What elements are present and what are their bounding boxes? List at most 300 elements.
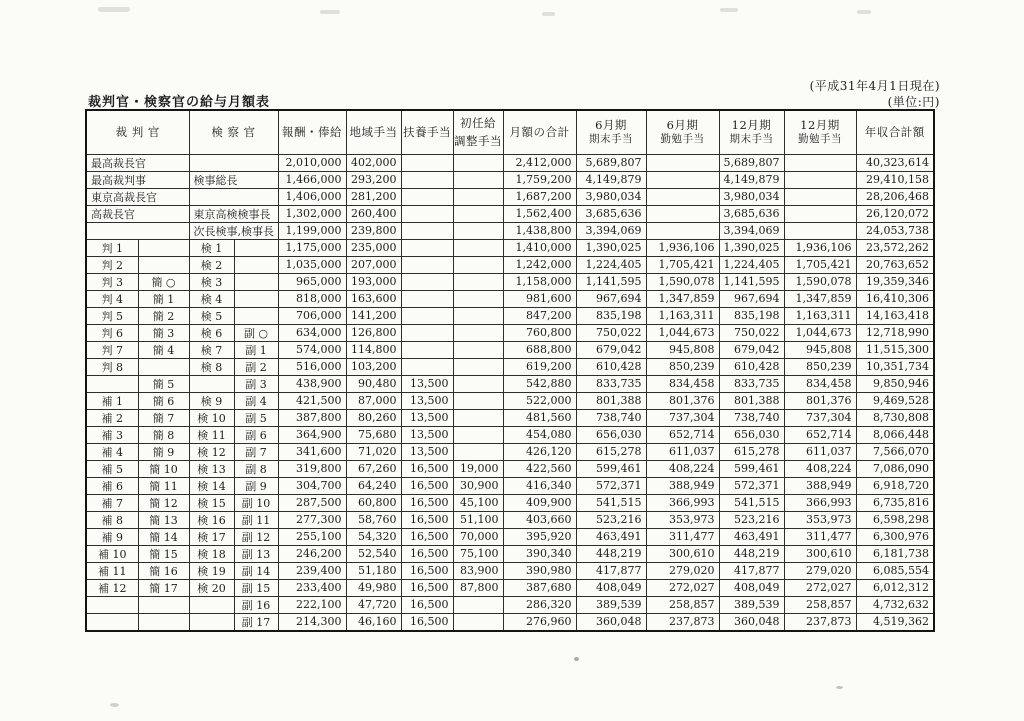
summary-court-judge-cell (138, 239, 189, 256)
header-row (86, 110, 934, 154)
summary-court-judge-cell: 簡 3 (138, 324, 189, 341)
scan-speck (836, 686, 843, 689)
judge-rank-cell: 補 12 (86, 579, 138, 596)
dec-diligence-cell: 945,808 (784, 341, 856, 358)
regional-allowance-cell: 402,000 (346, 154, 401, 171)
dec-term-end-cell: 656,030 (719, 426, 784, 443)
monthly-total-cell: 981,600 (503, 290, 576, 307)
june-term-end-cell: 408,049 (576, 579, 646, 596)
judge-rank-cell: 判 8 (86, 358, 138, 375)
judge-rank-cell: 判 5 (86, 307, 138, 324)
dec-diligence-cell: 1,590,078 (784, 273, 856, 290)
june-term-end-cell: 679,042 (576, 341, 646, 358)
dec-term-end-cell: 3,685,636 (719, 205, 784, 222)
dependent-allowance-cell: 16,500 (401, 579, 453, 596)
dec-term-end-cell: 801,388 (719, 392, 784, 409)
regional-allowance-cell: 51,180 (346, 562, 401, 579)
dec-diligence-cell: 300,610 (784, 545, 856, 562)
prosecutor-rank-cell: 検 1 (189, 239, 234, 256)
dec-term-end-cell: 1,390,025 (719, 239, 784, 256)
june-term-end-cell: 360,048 (576, 613, 646, 631)
initial-adjustment-cell (453, 256, 503, 273)
dependent-allowance-cell (401, 239, 453, 256)
assistant-prosecutor-cell: 副 4 (234, 392, 278, 409)
initial-adjustment-cell: 75,100 (453, 545, 503, 562)
col-header-prosecutor: 検 察 官 (189, 110, 278, 154)
judge-rank-cell: 判 7 (86, 341, 138, 358)
col-header-annual-total: 年収合計額 (856, 110, 934, 154)
prosecutor-rank-cell (189, 188, 278, 205)
dependent-allowance-cell: 16,500 (401, 528, 453, 545)
initial-adjustment-cell: 30,900 (453, 477, 503, 494)
judge-rank-cell: 補 6 (86, 477, 138, 494)
judge-rank-cell: 補 2 (86, 409, 138, 426)
dec-diligence-cell: 652,714 (784, 426, 856, 443)
assistant-prosecutor-cell: 副 3 (234, 375, 278, 392)
salary-cell: 222,100 (278, 596, 346, 613)
table-row (86, 494, 934, 511)
page-title: 裁判官・検察官の給与月額表 (88, 95, 271, 110)
june-term-end-cell: 572,371 (576, 477, 646, 494)
summary-court-judge-cell: 簡 13 (138, 511, 189, 528)
table-row (86, 358, 934, 375)
annual-total-cell: 6,085,554 (856, 562, 934, 579)
summary-court-judge-cell: 簡 5 (138, 375, 189, 392)
monthly-total-cell: 1,410,000 (503, 239, 576, 256)
june-diligence-cell (646, 188, 719, 205)
judge-rank-cell: 補 5 (86, 460, 138, 477)
dec-term-end-cell: 835,198 (719, 307, 784, 324)
col-header-june-term-end (576, 110, 646, 154)
summary-court-judge-cell: 簡 1 (138, 290, 189, 307)
initial-adjustment-cell (453, 324, 503, 341)
dependent-allowance-cell (401, 256, 453, 273)
header-line: 初任給 (460, 116, 496, 130)
salary-cell: 421,500 (278, 392, 346, 409)
prosecutor-rank-cell: 東京高検検事長 (189, 205, 278, 222)
monthly-total-cell: 1,562,400 (503, 205, 576, 222)
prosecutor-rank-cell: 検 5 (189, 307, 234, 324)
regional-allowance-cell: 47,720 (346, 596, 401, 613)
annual-total-cell: 6,918,720 (856, 477, 934, 494)
initial-adjustment-cell (453, 426, 503, 443)
summary-court-judge-cell: 簡 6 (138, 392, 189, 409)
monthly-total-cell: 387,680 (503, 579, 576, 596)
june-term-end-cell: 5,689,807 (576, 154, 646, 171)
initial-adjustment-cell (453, 154, 503, 171)
table-row (86, 375, 934, 392)
initial-adjustment-cell (453, 392, 503, 409)
june-diligence-cell (646, 154, 719, 171)
judge-rank-cell: 判 2 (86, 256, 138, 273)
dec-term-end-cell: 463,491 (719, 528, 784, 545)
regional-allowance-cell: 58,760 (346, 511, 401, 528)
annual-total-cell: 7,086,090 (856, 460, 934, 477)
initial-adjustment-cell (453, 341, 503, 358)
dependent-allowance-cell (401, 341, 453, 358)
june-diligence-cell: 1,705,421 (646, 256, 719, 273)
dec-diligence-cell: 834,458 (784, 375, 856, 392)
dependent-allowance-cell: 16,500 (401, 477, 453, 494)
dec-diligence-cell: 408,224 (784, 460, 856, 477)
june-diligence-cell: 801,376 (646, 392, 719, 409)
table-row (86, 205, 934, 222)
assistant-prosecutor-cell: 副 6 (234, 426, 278, 443)
dec-diligence-cell: 353,973 (784, 511, 856, 528)
initial-adjustment-cell: 51,100 (453, 511, 503, 528)
june-diligence-cell: 300,610 (646, 545, 719, 562)
assistant-prosecutor-cell (234, 290, 278, 307)
judge-rank-cell: 補 10 (86, 545, 138, 562)
initial-adjustment-cell (453, 222, 503, 239)
regional-allowance-cell: 54,320 (346, 528, 401, 545)
initial-adjustment-cell (453, 358, 503, 375)
annual-total-cell: 6,012,312 (856, 579, 934, 596)
dec-diligence-cell (784, 205, 856, 222)
assistant-prosecutor-cell (234, 307, 278, 324)
monthly-total-cell: 416,340 (503, 477, 576, 494)
prosecutor-rank-cell: 検 6 (189, 324, 234, 341)
june-diligence-cell: 353,973 (646, 511, 719, 528)
dec-term-end-cell: 679,042 (719, 341, 784, 358)
monthly-total-cell: 2,412,000 (503, 154, 576, 171)
initial-adjustment-cell (453, 409, 503, 426)
salary-cell: 818,000 (278, 290, 346, 307)
june-diligence-cell: 366,993 (646, 494, 719, 511)
dependent-allowance-cell (401, 205, 453, 222)
salary-cell: 574,000 (278, 341, 346, 358)
annual-total-cell: 40,323,614 (856, 154, 934, 171)
salary-cell: 239,400 (278, 562, 346, 579)
initial-adjustment-cell (453, 205, 503, 222)
june-term-end-cell: 738,740 (576, 409, 646, 426)
june-term-end-cell: 463,491 (576, 528, 646, 545)
salary-cell: 233,400 (278, 579, 346, 596)
regional-allowance-cell: 60,800 (346, 494, 401, 511)
initial-adjustment-cell: 45,100 (453, 494, 503, 511)
prosecutor-rank-cell: 検 3 (189, 273, 234, 290)
table-row (86, 188, 934, 205)
june-term-end-cell: 615,278 (576, 443, 646, 460)
monthly-total-cell: 426,120 (503, 443, 576, 460)
monthly-total-cell: 403,660 (503, 511, 576, 528)
salary-cell: 319,800 (278, 460, 346, 477)
col-header-june-diligence (646, 110, 719, 154)
header-line: 6月期 (666, 117, 699, 132)
dec-diligence-cell: 279,020 (784, 562, 856, 579)
salary-cell: 706,000 (278, 307, 346, 324)
dec-term-end-cell: 572,371 (719, 477, 784, 494)
salary-cell: 2,010,000 (278, 154, 346, 171)
june-diligence-cell: 945,808 (646, 341, 719, 358)
annual-total-cell: 9,469,528 (856, 392, 934, 409)
dec-term-end-cell: 4,149,879 (719, 171, 784, 188)
regional-allowance-cell: 281,200 (346, 188, 401, 205)
dec-diligence-cell: 1,163,311 (784, 307, 856, 324)
prosecutor-rank-cell: 検 13 (189, 460, 234, 477)
initial-adjustment-cell (453, 273, 503, 290)
judge-rank-cell: 東京高裁長官 (86, 188, 189, 205)
monthly-total-cell: 619,200 (503, 358, 576, 375)
annual-total-cell: 6,300,976 (856, 528, 934, 545)
june-diligence-cell: 652,714 (646, 426, 719, 443)
table-row (86, 409, 934, 426)
dec-diligence-cell: 611,037 (784, 443, 856, 460)
header-line: 期末手当 (729, 132, 774, 145)
prosecutor-rank-cell: 検 7 (189, 341, 234, 358)
summary-court-judge-cell: 簡 ○ (138, 273, 189, 290)
monthly-total-cell: 760,800 (503, 324, 576, 341)
dec-term-end-cell: 1,141,595 (719, 273, 784, 290)
assistant-prosecutor-cell: 副 5 (234, 409, 278, 426)
june-diligence-cell: 237,873 (646, 613, 719, 631)
dec-diligence-cell: 801,376 (784, 392, 856, 409)
regional-allowance-cell: 141,200 (346, 307, 401, 324)
june-term-end-cell: 1,224,405 (576, 256, 646, 273)
monthly-total-cell: 1,687,200 (503, 188, 576, 205)
monthly-total-cell: 1,759,200 (503, 171, 576, 188)
judge-rank-cell: 最高裁判事 (86, 171, 189, 188)
monthly-total-cell: 688,800 (503, 341, 576, 358)
annual-total-cell: 6,735,816 (856, 494, 934, 511)
dec-term-end-cell: 833,735 (719, 375, 784, 392)
table-row (86, 154, 934, 171)
salary-cell: 341,600 (278, 443, 346, 460)
assistant-prosecutor-cell: 副 1 (234, 341, 278, 358)
monthly-total-cell: 522,000 (503, 392, 576, 409)
summary-court-judge-cell (138, 256, 189, 273)
dependent-allowance-cell: 16,500 (401, 562, 453, 579)
summary-court-judge-cell: 簡 15 (138, 545, 189, 562)
annual-total-cell: 7,566,070 (856, 443, 934, 460)
june-diligence-cell (646, 222, 719, 239)
dec-term-end-cell: 541,515 (719, 494, 784, 511)
regional-allowance-cell: 49,980 (346, 579, 401, 596)
dependent-allowance-cell: 16,500 (401, 545, 453, 562)
table-row (86, 256, 934, 273)
col-header-dec-diligence (784, 110, 856, 154)
col-header-monthly-total: 月額の合計 (503, 110, 576, 154)
prosecutor-rank-cell: 検 9 (189, 392, 234, 409)
judge-rank-cell: 判 1 (86, 239, 138, 256)
salary-cell: 304,700 (278, 477, 346, 494)
judge-rank-cell: 判 4 (86, 290, 138, 307)
assistant-prosecutor-cell: 副 17 (234, 613, 278, 631)
monthly-total-cell: 390,980 (503, 562, 576, 579)
prosecutor-rank-cell: 検 4 (189, 290, 234, 307)
june-diligence-cell: 1,936,106 (646, 239, 719, 256)
header-line: 6月期 (595, 117, 627, 132)
annual-total-cell: 23,572,262 (856, 239, 934, 256)
dec-diligence-cell: 272,027 (784, 579, 856, 596)
annual-total-cell: 6,598,298 (856, 511, 934, 528)
table-row (86, 324, 934, 341)
dec-term-end-cell: 738,740 (719, 409, 784, 426)
dependent-allowance-cell (401, 307, 453, 324)
dec-diligence-cell: 258,857 (784, 596, 856, 613)
monthly-total-cell: 1,438,800 (503, 222, 576, 239)
table-row (86, 273, 934, 290)
annual-total-cell: 10,351,734 (856, 358, 934, 375)
scan-smudge (857, 10, 871, 14)
dependent-allowance-cell: 16,500 (401, 460, 453, 477)
dec-diligence-cell: 1,347,859 (784, 290, 856, 307)
annual-total-cell: 24,053,738 (856, 222, 934, 239)
dec-diligence-cell: 311,477 (784, 528, 856, 545)
monthly-total-cell: 1,242,000 (503, 256, 576, 273)
dependent-allowance-cell (401, 358, 453, 375)
dependent-allowance-cell: 16,500 (401, 596, 453, 613)
table-row (86, 392, 934, 409)
regional-allowance-cell: 52,540 (346, 545, 401, 562)
dec-term-end-cell: 360,048 (719, 613, 784, 631)
june-term-end-cell: 599,461 (576, 460, 646, 477)
scan-speck (110, 703, 119, 707)
table-row (86, 528, 934, 545)
header-line: 調整手当 (454, 133, 502, 148)
dependent-allowance-cell: 16,500 (401, 494, 453, 511)
table-row (86, 545, 934, 562)
table-row (86, 579, 934, 596)
prosecutor-rank-cell: 検 2 (189, 256, 234, 273)
june-diligence-cell: 1,163,311 (646, 307, 719, 324)
prosecutor-rank-cell: 検 19 (189, 562, 234, 579)
monthly-total-cell: 422,560 (503, 460, 576, 477)
salary-cell: 516,000 (278, 358, 346, 375)
june-term-end-cell: 801,388 (576, 392, 646, 409)
assistant-prosecutor-cell: 副 7 (234, 443, 278, 460)
unit-note: (単位:円) (887, 95, 940, 109)
table-row (86, 341, 934, 358)
june-term-end-cell: 835,198 (576, 307, 646, 324)
june-term-end-cell: 3,980,034 (576, 188, 646, 205)
assistant-prosecutor-cell: 副 14 (234, 562, 278, 579)
effective-date-note: (平成31年4月1日現在) (809, 79, 940, 93)
june-diligence-cell: 1,044,673 (646, 324, 719, 341)
judge-rank-cell: 最高裁長官 (86, 154, 189, 171)
june-term-end-cell: 523,216 (576, 511, 646, 528)
salary-cell: 255,100 (278, 528, 346, 545)
judge-rank-cell: 補 1 (86, 392, 138, 409)
dec-term-end-cell: 750,022 (719, 324, 784, 341)
june-diligence-cell: 737,304 (646, 409, 719, 426)
dec-diligence-cell (784, 222, 856, 239)
regional-allowance-cell: 114,800 (346, 341, 401, 358)
judge-rank-cell: 判 3 (86, 273, 138, 290)
dec-term-end-cell: 599,461 (719, 460, 784, 477)
annual-total-cell: 14,163,418 (856, 307, 934, 324)
june-term-end-cell: 967,694 (576, 290, 646, 307)
scan-speck (574, 657, 579, 661)
dec-term-end-cell: 3,394,069 (719, 222, 784, 239)
dependent-allowance-cell (401, 154, 453, 171)
judge-rank-cell: 補 4 (86, 443, 138, 460)
regional-allowance-cell: 207,000 (346, 256, 401, 273)
judge-rank-cell (86, 375, 138, 392)
assistant-prosecutor-cell: 副 11 (234, 511, 278, 528)
summary-court-judge-cell: 簡 8 (138, 426, 189, 443)
table-row (86, 460, 934, 477)
dec-term-end-cell: 523,216 (719, 511, 784, 528)
annual-total-cell: 8,730,808 (856, 409, 934, 426)
june-diligence-cell: 258,857 (646, 596, 719, 613)
salary-cell: 214,300 (278, 613, 346, 631)
judge-rank-cell: 補 9 (86, 528, 138, 545)
annual-total-cell: 16,410,306 (856, 290, 934, 307)
initial-adjustment-cell (453, 613, 503, 631)
monthly-total-cell: 847,200 (503, 307, 576, 324)
annual-total-cell: 19,359,346 (856, 273, 934, 290)
initial-adjustment-cell (453, 307, 503, 324)
regional-allowance-cell: 87,000 (346, 392, 401, 409)
june-term-end-cell: 4,149,879 (576, 171, 646, 188)
dec-diligence-cell: 388,949 (784, 477, 856, 494)
summary-court-judge-cell: 簡 14 (138, 528, 189, 545)
regional-allowance-cell: 103,200 (346, 358, 401, 375)
salary-cell: 1,199,000 (278, 222, 346, 239)
regional-allowance-cell: 126,800 (346, 324, 401, 341)
dependent-allowance-cell: 16,500 (401, 613, 453, 631)
prosecutor-rank-cell: 検 17 (189, 528, 234, 545)
initial-adjustment-cell: 70,000 (453, 528, 503, 545)
regional-allowance-cell: 46,160 (346, 613, 401, 631)
col-header-regional-allowance: 地域手当 (346, 110, 401, 154)
scan-smudge (98, 7, 130, 12)
summary-court-judge-cell: 簡 16 (138, 562, 189, 579)
table-row (86, 613, 934, 631)
june-diligence-cell: 1,590,078 (646, 273, 719, 290)
initial-adjustment-cell: 83,900 (453, 562, 503, 579)
june-diligence-cell: 834,458 (646, 375, 719, 392)
dec-term-end-cell: 417,877 (719, 562, 784, 579)
june-diligence-cell: 311,477 (646, 528, 719, 545)
june-term-end-cell: 833,735 (576, 375, 646, 392)
assistant-prosecutor-cell: 副 9 (234, 477, 278, 494)
initial-adjustment-cell (453, 290, 503, 307)
dec-term-end-cell: 615,278 (719, 443, 784, 460)
dependent-allowance-cell (401, 324, 453, 341)
prosecutor-rank-cell (189, 596, 234, 613)
scan-smudge (720, 8, 738, 12)
prosecutor-rank-cell: 検 12 (189, 443, 234, 460)
annual-total-cell: 9,850,946 (856, 375, 934, 392)
june-term-end-cell: 1,141,595 (576, 273, 646, 290)
june-diligence-cell: 388,949 (646, 477, 719, 494)
dec-diligence-cell (784, 154, 856, 171)
summary-court-judge-cell: 簡 17 (138, 579, 189, 596)
scan-smudge (320, 10, 340, 14)
judge-rank-cell: 補 8 (86, 511, 138, 528)
initial-adjustment-cell (453, 375, 503, 392)
assistant-prosecutor-cell: 副 15 (234, 579, 278, 596)
june-term-end-cell: 3,685,636 (576, 205, 646, 222)
salary-cell: 1,175,000 (278, 239, 346, 256)
june-diligence-cell (646, 171, 719, 188)
dependent-allowance-cell: 13,500 (401, 426, 453, 443)
salary-cell: 1,406,000 (278, 188, 346, 205)
table-row (86, 477, 934, 494)
dependent-allowance-cell (401, 171, 453, 188)
annual-total-cell: 12,718,990 (856, 324, 934, 341)
annual-total-cell: 29,410,158 (856, 171, 934, 188)
regional-allowance-cell: 235,000 (346, 239, 401, 256)
annual-total-cell: 4,519,362 (856, 613, 934, 631)
summary-court-judge-cell: 簡 4 (138, 341, 189, 358)
judge-rank-cell (86, 613, 138, 631)
june-term-end-cell: 750,022 (576, 324, 646, 341)
summary-court-judge-cell: 簡 7 (138, 409, 189, 426)
dec-diligence-cell: 737,304 (784, 409, 856, 426)
